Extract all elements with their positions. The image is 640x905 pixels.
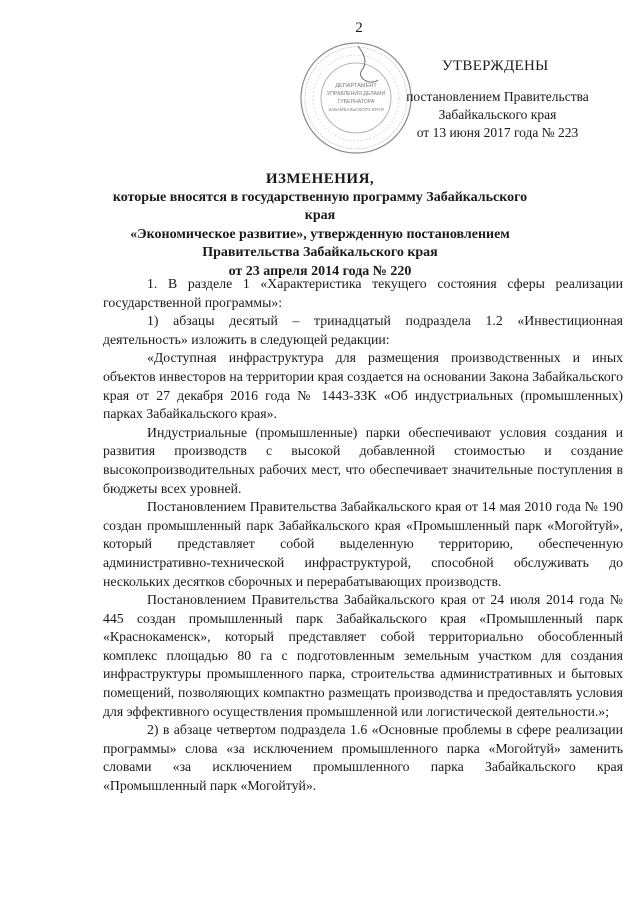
paragraph-quote-1: «Доступная инфраструктура для размещения производственных и иных объектов инвесторов на территории края создается на основании Закона Забайкальского края от 27 декабря 2016 года № 1443-ЗЗК «Об индустриальных (промышленных) парках Забайкальского края». — [103, 350, 623, 422]
paragraph-quote-3: Постановлением Правительства Забайкальского края от 14 мая 2010 года № 190 создан промышленный парк Забайкальского края «Промышленный парк «Могойтуй», который представляет собой выделенную территорию, обеспеченную административно-технической инфраструктурой, способной обслуживать до нескольких десятков сборочных и перерабатывающих производств. — [103, 499, 623, 589]
resolution-line-1: постановлением Правительства — [406, 89, 589, 104]
resolution-line-3: от 13 июня 2017 года № 223 — [416, 125, 579, 140]
paragraph-section-1: 1. В разделе 1 «Характеристика текущего состояния сферы реализации государственной программы»: — [103, 276, 623, 310]
title-line-3: Правительства Забайкальского края — [202, 245, 438, 260]
seal-line-4: ЗАБАЙКАЛЬСКОГО КРАЯ — [328, 107, 384, 112]
seal-line-1: ДЕПАРТАМЕНТ — [335, 83, 377, 89]
document-body — [103, 275, 623, 796]
seal-line-2: УПРАВЛЕНИЯ ДЕЛАМИ — [326, 91, 386, 97]
resolution-line-2: Забайкальского края — [438, 107, 557, 122]
title-heading: ИЗМЕНЕНИЯ, — [265, 171, 375, 187]
paragraph-item-2: 2) в абзаце четвертом подраздела 1.6 «Основные проблемы в сфере реализации программы» слова «за исключением промышленного парка «Могойтуй» заменить словами «за исключением промышленного парка Забайкальского края «Промышленный парк «Могойтуй». — [103, 722, 623, 794]
title-line-2: «Экономическое развитие», утвержденную постановлением — [130, 226, 510, 242]
paragraph-quote-4: Постановлением Правительства Забайкальского края от 24 июля 2014 года № 445 создан промышленный парк Забайкальского края «Промышленный парк «Краснокаменск», который представляет собой территориально обособленный комплекс площадью 80 га с подготовленным земельным участком для создания инфраструктуры промышленного парка, строительства административных и бытовых помещений, позволяющих компактно размещать производства и предоставлять условия для эффективного осуществления промышленной или логистической деятельности.»; — [103, 592, 623, 719]
title-line-1: которые вносятся в государственную программу Забайкальского края — [112, 189, 528, 223]
resolution-reference — [385, 88, 610, 142]
seal-line-3: ГУБЕРНАТОРА — [337, 99, 375, 105]
paragraph-quote-2: Индустриальные (промышленные) парки обеспечивают условия создания и развития производств с высокой добавленной стоимостью и создание высокопроизводительных рабочих мест, что обеспечивает значительные поступления в бюджеты всех уровней. — [103, 424, 623, 496]
document-title — [100, 170, 540, 281]
paragraph-item-1: 1) абзацы десятый – тринадцатый подраздела 1.2 «Инвестиционная деятельность» изложить в следующей редакции: — [103, 313, 623, 347]
title-line-4: от 23 апреля 2014 года № 220 — [228, 263, 412, 279]
page-number: 2 — [355, 20, 363, 36]
approved-label: УТВЕРЖДЕНЫ — [442, 58, 549, 74]
